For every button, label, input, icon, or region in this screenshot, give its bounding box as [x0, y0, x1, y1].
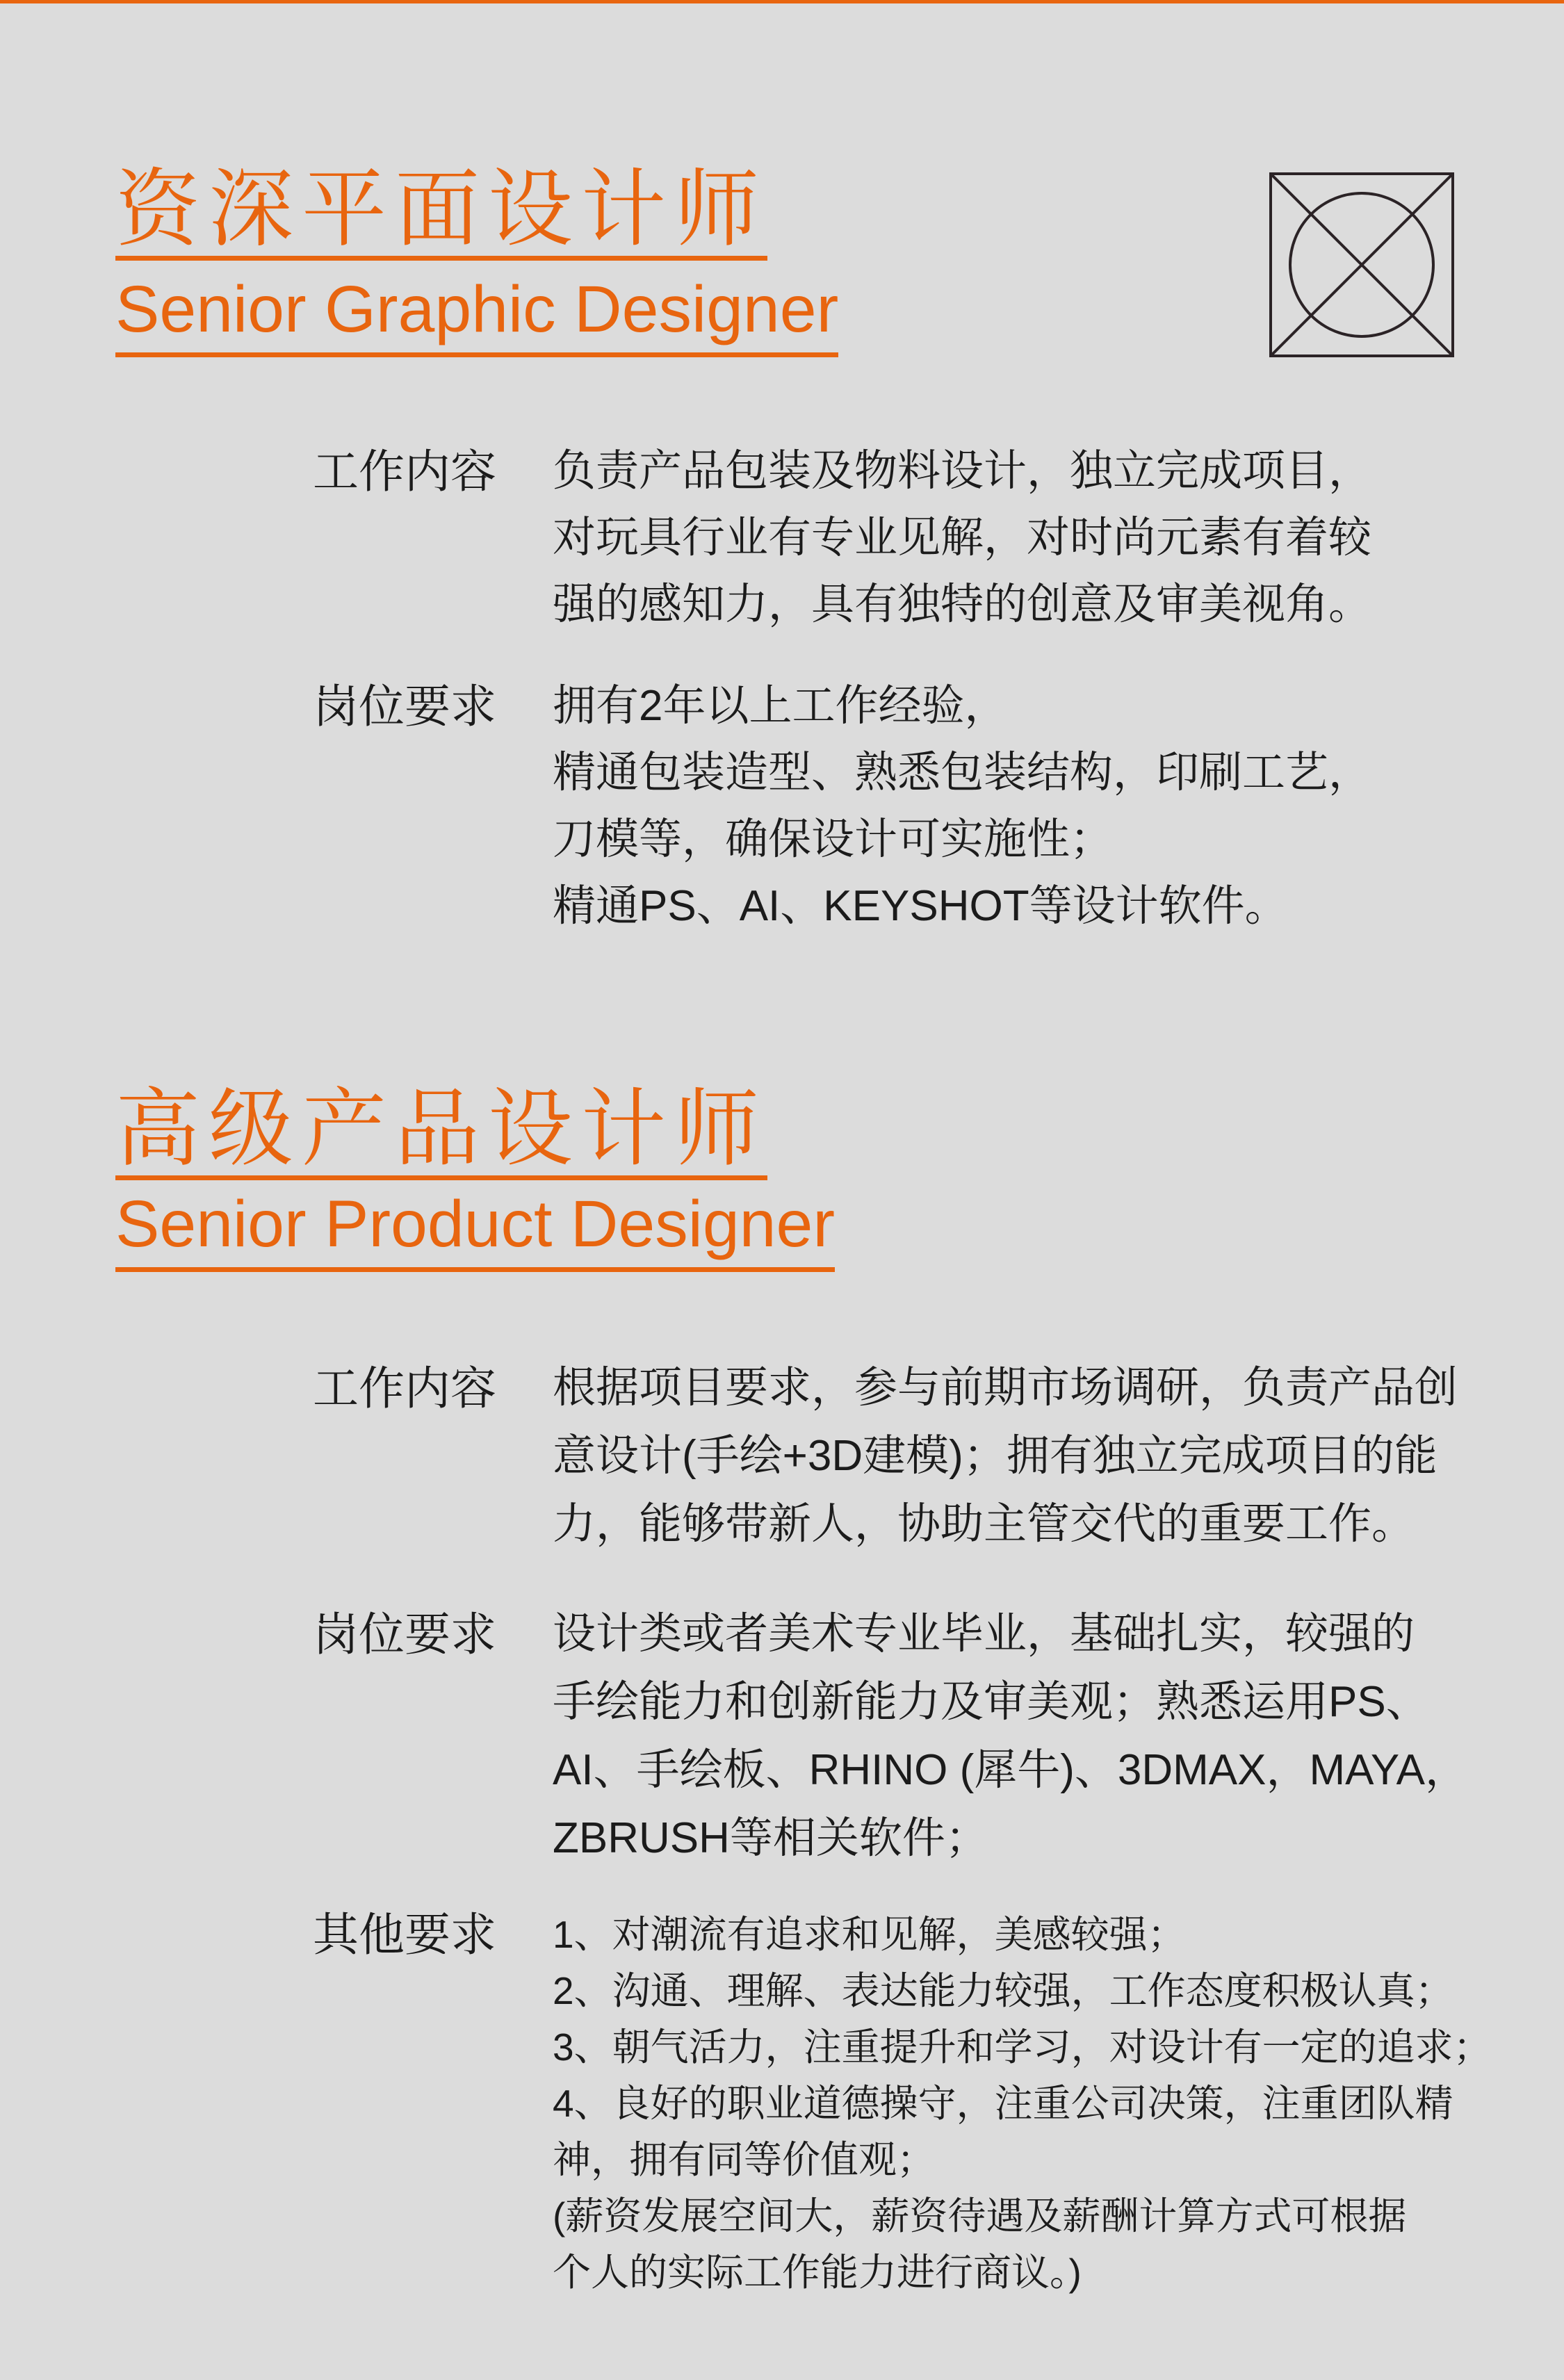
section-content — [553, 1354, 1458, 1558]
section-line: 刀模等，确保设计可实施性； — [553, 815, 1114, 863]
section-row — [313, 1907, 1492, 2301]
section-line: 拥有2年以上工作经验， — [553, 682, 1008, 730]
section-content — [553, 438, 1371, 638]
section-line: 力，能够带新人，协助主管交代的重要工作。 — [553, 1500, 1415, 1548]
job2-title-chinese: 高级产品设计师 — [115, 1086, 767, 1180]
section-label: 工作内容 — [313, 1362, 496, 1414]
section-row — [313, 1600, 1468, 1873]
section-line: 意设计(手绘+3D建模)；拥有独立完成项目的能 — [553, 1432, 1437, 1480]
section-line: 手绘能力和创新能力及审美观；熟悉运用PS、 — [553, 1678, 1429, 1726]
section-content — [553, 673, 1371, 940]
section-line: 个人的实际工作能力进行商议。) — [553, 2251, 1082, 2294]
section-row — [313, 1354, 1458, 1558]
section-line: (薪资发展空间大，薪资待遇及薪酬计算方式可根据 — [553, 2194, 1407, 2238]
section-label: 其他要求 — [313, 1909, 496, 1960]
job1-title-english: Senior Graphic Designer — [115, 277, 838, 357]
job1-title-chinese: 资深平面设计师 — [115, 167, 767, 261]
top-accent-bar — [0, 0, 1564, 3]
section-row — [313, 673, 1371, 940]
section-label: 岗位要求 — [313, 680, 496, 732]
section-line: AI、手绘板、RHINO (犀牛)、3DMAX，MAYA， — [553, 1746, 1468, 1794]
section-row — [313, 438, 1371, 638]
section-line: 精通包装造型、熟悉包装结构，印刷工艺， — [553, 749, 1372, 797]
section-line: 设计类或者美术专业毕业，基础扎实，较强的 — [553, 1610, 1415, 1658]
section-line: 3、朝气活力，注重提升和学习，对设计有一定的追求； — [553, 2026, 1492, 2069]
section-line: ZBRUSH等相关软件； — [553, 1814, 988, 1862]
square-circle-cross-icon — [1269, 172, 1454, 357]
job2-title-english: Senior Product Designer — [115, 1191, 835, 1272]
section-line: 负责产品包装及物料设计，独立完成项目， — [553, 447, 1372, 495]
section-line: 1、对潮流有追求和见解，美感较强； — [553, 1913, 1186, 1956]
section-line: 4、良好的职业道德操守，注重公司决策，注重团队精 — [553, 2082, 1453, 2125]
section-content — [553, 1907, 1492, 2301]
section-line: 2、沟通、理解、表达能力较强，工作态度积极认真； — [553, 1969, 1453, 2012]
section-line: 对玩具行业有专业见解，对时尚元素有着较 — [553, 514, 1372, 562]
section-line: 神，拥有同等价值观； — [553, 2138, 936, 2181]
section-content — [553, 1600, 1468, 1873]
section-label: 工作内容 — [313, 446, 496, 497]
section-label: 岗位要求 — [313, 1608, 496, 1660]
section-line: 强的感知力，具有独特的创意及审美视角。 — [553, 580, 1372, 628]
section-line: 精通PS、AI、KEYSHOT等设计软件。 — [553, 882, 1288, 930]
section-line: 根据项目要求，参与前期市场调研，负责产品创 — [553, 1364, 1458, 1412]
